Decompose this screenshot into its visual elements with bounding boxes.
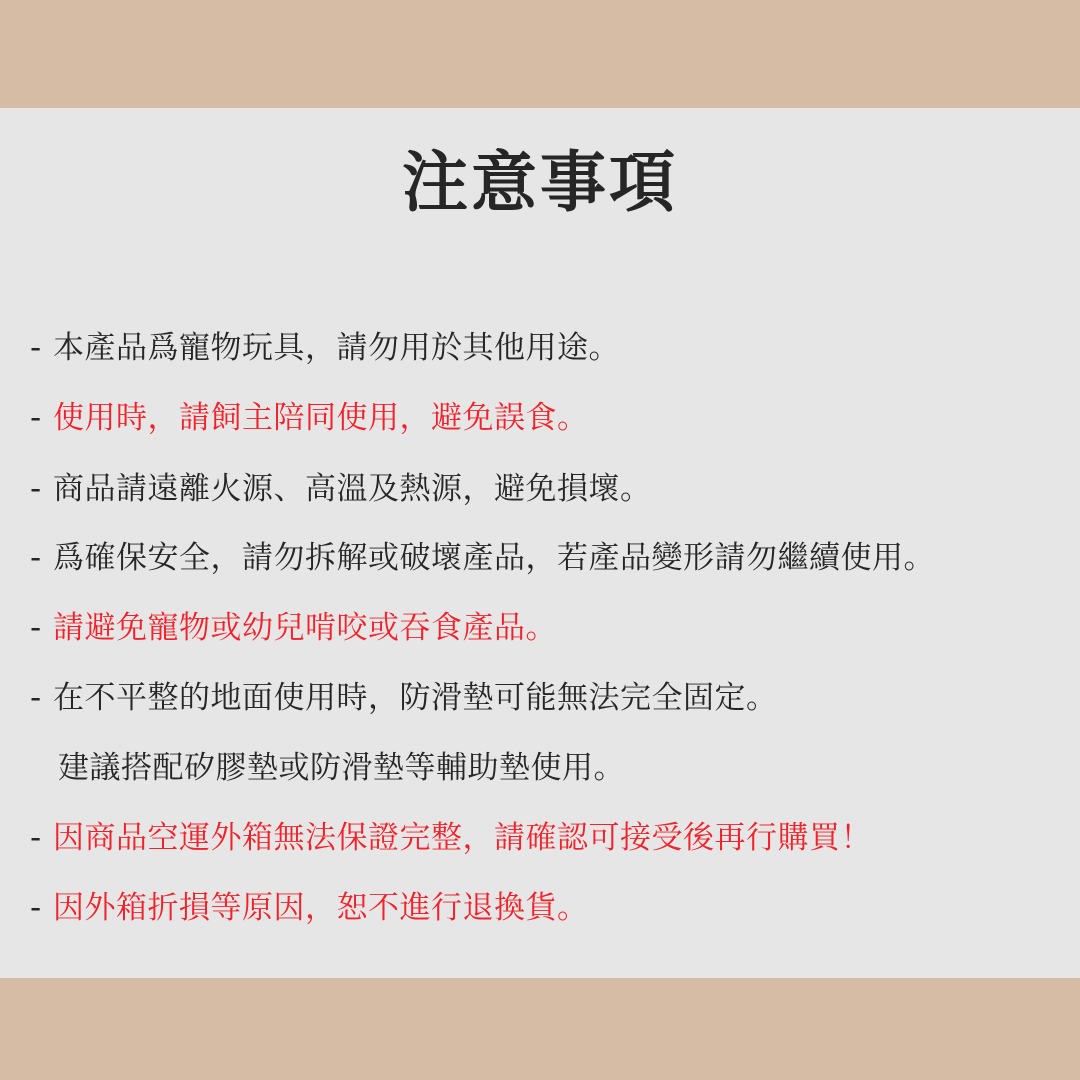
notice-item xyxy=(30,328,1075,368)
notice-item-warning xyxy=(30,608,1075,648)
notice-text: 使用時，請飼主陪同使用，避免誤食。 xyxy=(53,400,589,436)
notice-item xyxy=(30,678,1075,718)
bullet-dash: - xyxy=(30,471,42,507)
notice-text: 請避免寵物或幼兒啃咬或吞食產品。 xyxy=(53,610,557,646)
bullet-dash: - xyxy=(30,540,42,576)
notice-text: 本產品爲寵物玩具，請勿用於其他用途。 xyxy=(53,330,620,366)
notice-item xyxy=(30,538,1075,578)
page-title: 注意事項 xyxy=(402,144,678,221)
notice-text: 在不平整的地面使用時，防滑墊可能無法完全固定。 xyxy=(53,680,778,716)
notice-text: 因商品空運外箱無法保證完整，請確認可接受後再行購買！ xyxy=(53,820,872,856)
notice-item-warning xyxy=(30,818,1075,858)
notice-item xyxy=(30,469,1075,509)
notice-item-warning xyxy=(30,888,1075,928)
notice-text: 因外箱折損等原因，恕不進行退換貨。 xyxy=(53,890,589,926)
bullet-dash: - xyxy=(30,330,42,366)
bullet-dash: - xyxy=(30,820,42,856)
notice-text: 商品請遠離火源、高溫及熱源，避免損壞。 xyxy=(53,471,652,507)
notice-item-continuation xyxy=(58,748,1080,788)
bullet-dash: - xyxy=(30,400,42,436)
bullet-dash: - xyxy=(30,610,42,646)
notice-text: 爲確保安全，請勿拆解或破壞產品，若產品變形請勿繼續使用。 xyxy=(53,540,935,576)
bullet-dash: - xyxy=(30,680,42,716)
notice-text: 建議搭配矽膠墊或防滑墊等輔助墊使用。 xyxy=(58,750,625,786)
bullet-dash: - xyxy=(30,890,42,926)
notice-item-warning xyxy=(30,398,1075,438)
